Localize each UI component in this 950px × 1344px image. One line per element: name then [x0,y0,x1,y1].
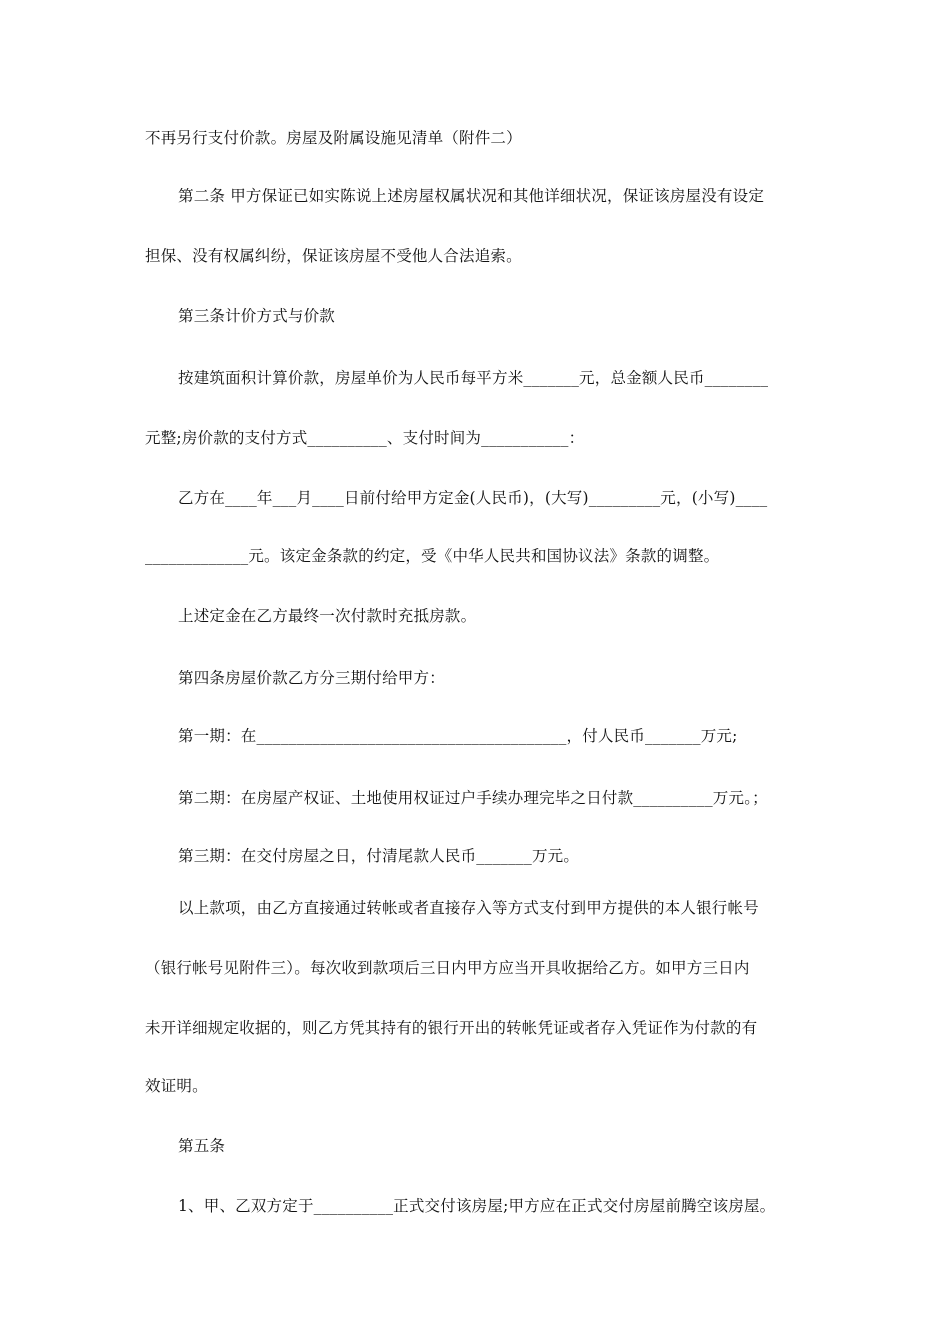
paragraph-line: 担保、没有权属纠纷，保证该房屋不受他人合法追索。 [145,247,522,265]
paragraph-line: 未开详细规定收据的，则乙方凭其持有的银行开出的转帐凭证或者存入凭证作为付款的有 [145,1019,758,1037]
paragraph-line: 上述定金在乙方最终一次付款时充抵房款。 [178,607,477,625]
article-two-line: 第二条 甲方保证已如实陈说上述房屋权属状况和其他详细状况，保证该房屋没有设定 [178,187,765,205]
payment-phase-one: 第一期：在_______________________________________，付人民币_______万元; [178,727,738,745]
article-five-heading: 第五条 [178,1137,226,1155]
paragraph-line: 以上款项，由乙方直接通过转帐或者直接存入等方式支付到甲方提供的本人银行帐号 [178,899,759,917]
paragraph-line: 1、甲、乙双方定于__________正式交付该房屋;甲方应在正式交付房屋前腾空该房屋。 [178,1197,776,1215]
paragraph-line: 不再另行支付价款。房屋及附属设施见清单（附件二） [145,129,522,147]
paragraph-line: _____________元。该定金条款的约定，受《中华人民共和国协议法》条款的调整。 [145,547,720,565]
paragraph-line: （银行帐号见附件三）。每次收到款项后三日内甲方应当开具收据给乙方。如甲方三日内 [145,959,750,977]
paragraph-line: 效证明。 [145,1077,208,1095]
paragraph-line: 乙方在____年___月____日前付给甲方定金(人民币)，(大写)_________元，(小写)____ [178,489,768,507]
payment-phase-three: 第三期：在交付房屋之日，付清尾款人民币_______万元。 [178,847,580,865]
article-three-heading: 第三条计价方式与价款 [178,307,336,325]
payment-phase-two: 第二期：在房屋产权证、土地使用权证过户手续办理完毕之日付款__________万元。； [178,789,768,807]
article-four-heading: 第四条房屋价款乙方分三期付给甲方： [178,669,445,687]
paragraph-line: 元整;房价款的支付方式__________、支付时间为___________： [145,429,585,447]
paragraph-line: 按建筑面积计算价款，房屋单价为人民币每平方米_______元，总金额人民币________ [178,369,769,387]
